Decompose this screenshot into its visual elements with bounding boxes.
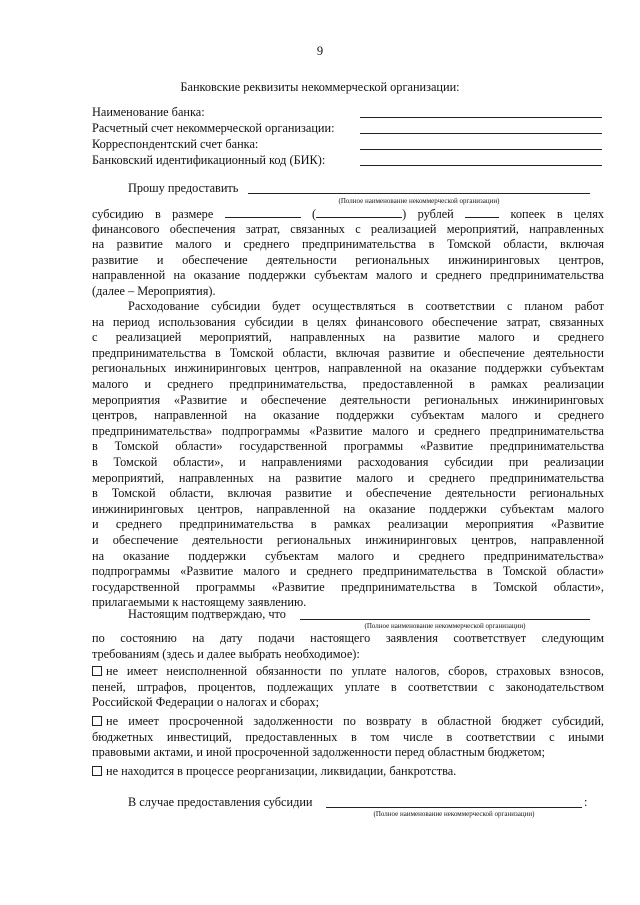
bank-name-line[interactable] bbox=[360, 117, 602, 118]
bik-line[interactable] bbox=[360, 165, 602, 166]
spending-line-20: прилагаемыми к настоящему заявлению. bbox=[92, 595, 307, 610]
spending-line-14: инжиниринговых центров, направленной на оказание поддержки субъектам малого bbox=[92, 501, 604, 516]
confirm-org-caption: (Полное наименование некоммерческой организации) bbox=[364, 622, 526, 630]
correspondent-account-line[interactable] bbox=[360, 149, 602, 150]
correspondent-account-row bbox=[92, 137, 604, 153]
check-item-debt-line-2: бюджетных инвестиций, предоставленных в том числе в соответствии с иными bbox=[92, 729, 604, 744]
spending-line-15: и среднего предпринимательства в рамках реализации мероприятия «Развитие bbox=[92, 517, 604, 532]
bank-requisites-title: Банковские реквизиты некоммерческой организации: bbox=[180, 80, 460, 94]
spending-line-16: и обеспечение деятельности региональных инжиниринговых центров, направленной bbox=[92, 532, 604, 547]
spending-line-12: мероприятий, направленных на развитие малого и среднего предпринимательства bbox=[92, 470, 604, 485]
confirm-org-name-line[interactable] bbox=[300, 619, 590, 620]
settlement-account-line[interactable] bbox=[360, 133, 602, 134]
spending-line-9: предпринимательства» подпрограммы «Развитие малого и среднего предпринимательства bbox=[92, 423, 604, 438]
checkbox-reorganization[interactable] bbox=[92, 766, 102, 776]
check-item-taxes-line-1 bbox=[92, 664, 604, 680]
request-line-4: направленной на оказание поддержки субъектам малого и среднего предпринимательства bbox=[92, 268, 604, 283]
check-item-reorganization bbox=[92, 764, 604, 780]
spending-line-19: государственной программы «Развитие предпринимательства в Томской области», bbox=[92, 579, 604, 594]
bank-name-label: Наименование банка: bbox=[92, 105, 205, 119]
final-intro: В случае предоставления субсидии bbox=[128, 795, 313, 809]
kopecks-blank[interactable] bbox=[465, 206, 499, 218]
spending-line-6: малого и среднего предпринимательства, предоставленной в рамках реализации bbox=[92, 376, 604, 391]
request-intro: Прошу предоставить bbox=[128, 181, 239, 195]
spending-line-17: на оказание поддержки субъектам малого и среднего предпринимательства» bbox=[92, 548, 604, 563]
bik-row bbox=[92, 153, 604, 169]
final-org-name-line[interactable] bbox=[326, 807, 582, 808]
close-paren: ) bbox=[402, 207, 407, 221]
spending-line-10: в Томской области» государственной программы «Развитие предпринимательства bbox=[92, 439, 604, 454]
request-line-5: (далее – Мероприятия). bbox=[92, 283, 216, 298]
check-item-taxes-line-3: Российской Федерации о налогах и сборах; bbox=[92, 695, 320, 710]
page-number: 9 bbox=[316, 44, 324, 58]
rubles-label: рублей bbox=[417, 207, 454, 221]
kopecks-label: копеек в целях bbox=[510, 207, 604, 221]
spending-paragraph bbox=[92, 299, 604, 611]
settlement-account-row bbox=[92, 121, 604, 137]
request-line-2: на развитие малого и среднего предпринимательства в Томской области, включая bbox=[92, 237, 604, 252]
confirm-intro: Настоящим подтверждаю, что bbox=[128, 607, 286, 621]
spending-line-1: Расходование субсидии будет осуществляться в соответствии с планом работ bbox=[128, 299, 604, 313]
confirm-line-2: требованиям (здесь и далее выбрать необходимое): bbox=[92, 646, 360, 661]
confirm-line-1: по состоянию на дату подачи настоящего заявления соответствует следующим bbox=[92, 631, 604, 645]
request-line-3: развитие и обеспечение деятельности региональных инжиниринговых центров, bbox=[92, 252, 604, 267]
checkbox-debt[interactable] bbox=[92, 716, 102, 726]
request-paragraph bbox=[92, 206, 604, 300]
check-item-debt-line-1 bbox=[92, 714, 604, 730]
final-colon: : bbox=[584, 795, 588, 809]
check-item-reorganization-text-1: не находится в процессе реорганизации, ликвидации, банкротства. bbox=[106, 764, 457, 778]
spending-line-11: в Томской области», и направлениями расходования субсидии при реализации bbox=[92, 454, 604, 469]
bank-name-row bbox=[92, 105, 604, 121]
confirm-paragraph bbox=[92, 631, 604, 662]
subsidy-size-label: субсидию в размере bbox=[92, 207, 214, 221]
spending-line-18: подпрограммы «Развитие малого и среднего предпринимательства в Томской области» bbox=[92, 564, 604, 579]
request-line-1: финансового обеспечения затрат, связанных с реализацией мероприятий, направленных bbox=[92, 221, 604, 236]
settlement-account-label: Расчетный счет некоммерческой организации: bbox=[92, 121, 335, 135]
subsidy-amount-words-blank[interactable] bbox=[316, 206, 402, 218]
check-item-debt-line-3: правовыми актами, и иной просроченной задолженности перед областным бюджетом; bbox=[92, 745, 545, 760]
spending-line-3: с реализацией мероприятий, направленных на развитие малого и среднего bbox=[92, 330, 604, 345]
spending-line-5: региональных инжиниринговых центров, направленной на оказание поддержки субъектам bbox=[92, 361, 604, 376]
spending-line-2: на период использования субсидии в целях финансового обеспечение затрат, связанных bbox=[92, 314, 604, 329]
request-org-name-line[interactable] bbox=[248, 193, 590, 194]
spending-line-7: мероприятия «Развитие и обеспечение деятельности региональных инжиниринговых bbox=[92, 392, 604, 407]
spending-line-8: центров, направленной на оказание поддержки субъектам малого и среднего bbox=[92, 408, 604, 423]
check-item-taxes bbox=[92, 664, 604, 711]
check-item-debt-text-1: не имеет просроченной задолженности по возврату в областной бюджет субсидий, bbox=[106, 714, 604, 728]
check-item-reorganization-line-1 bbox=[92, 764, 604, 780]
spending-line-4: предпринимательства в Томской области, включая развитие и обеспечение деятельности bbox=[92, 345, 604, 360]
spending-line-13: в Томской области, включая развитие и обеспечение деятельности региональных bbox=[92, 486, 604, 501]
check-item-taxes-text-1: не имеет неисполненной обязанности по уплате налогов, сборов, страховых взносов, bbox=[106, 664, 604, 678]
request-org-caption: (Полное наименование некоммерческой организации) bbox=[338, 197, 500, 205]
subsidy-amount-blank[interactable] bbox=[225, 206, 301, 218]
open-paren: ( bbox=[312, 207, 317, 221]
check-item-debt bbox=[92, 714, 604, 761]
bik-label: Банковский идентификационный код (БИК): bbox=[92, 153, 326, 167]
correspondent-account-label: Корреспондентский счет банка: bbox=[92, 137, 259, 151]
subsidy-size-line bbox=[92, 206, 604, 222]
final-org-caption: (Полное наименование некоммерческой организации) bbox=[373, 810, 535, 818]
check-item-taxes-line-2: пеней, штрафов, процентов, подлежащих уплате в соответствии с законодательством bbox=[92, 679, 604, 694]
checkbox-taxes[interactable] bbox=[92, 666, 102, 676]
